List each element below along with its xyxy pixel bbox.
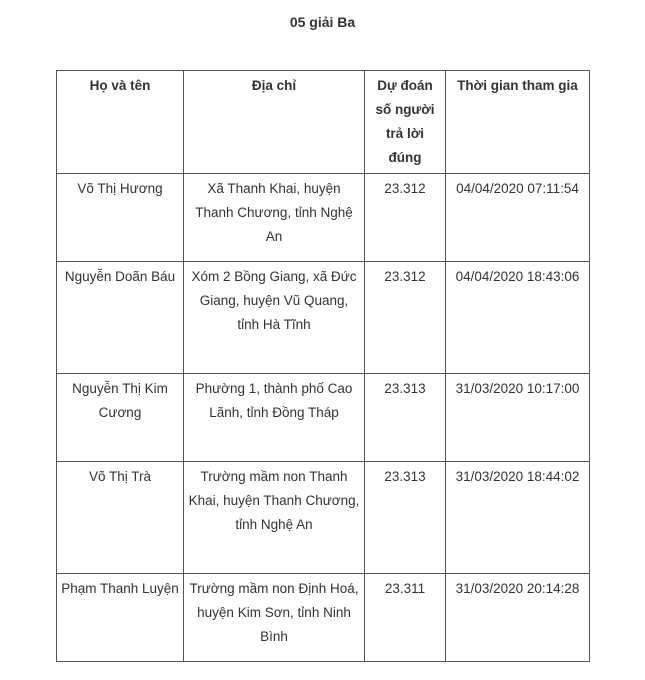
table-row	[57, 462, 590, 574]
cell-name: Nguyễn Doãn Báu	[57, 262, 184, 374]
cell-name: Nguyễn Thị Kim Cương	[57, 374, 184, 462]
cell-address: Phường 1, thành phố Cao Lãnh, tỉnh Đồng Tháp	[184, 374, 365, 462]
cell-address: Xã Thanh Khai, huyện Thanh Chương, tỉnh Nghệ An	[184, 174, 365, 262]
cell-name: Võ Thị Trà	[57, 462, 184, 574]
cell-name: Phạm Thanh Luyện	[57, 574, 184, 662]
cell-prediction: 23.313	[365, 462, 446, 574]
cell-prediction: 23.311	[365, 574, 446, 662]
cell-time: 31/03/2020 18:44:02	[446, 462, 590, 574]
header-time: Thời gian tham gia	[446, 71, 590, 174]
cell-prediction: 23.312	[365, 262, 446, 374]
cell-prediction: 23.312	[365, 174, 446, 262]
table-row	[57, 574, 590, 662]
cell-time: 31/03/2020 20:14:28	[446, 574, 590, 662]
cell-time: 04/04/2020 07:11:54	[446, 174, 590, 262]
table-row	[57, 374, 590, 462]
page-title: 05 giải Ba	[289, 14, 356, 30]
cell-address: Trường mầm non Định Hoá, huyện Kim Sơn, tỉnh Ninh Bình	[184, 574, 365, 662]
header-address: Địa chỉ	[184, 71, 365, 174]
cell-address: Xóm 2 Bồng Giang, xã Đức Giang, huyện Vũ Quang, tỉnh Hà Tĩnh	[184, 262, 365, 374]
header-name: Họ và tên	[57, 71, 184, 174]
table-header-row	[57, 71, 590, 174]
cell-prediction: 23.313	[365, 374, 446, 462]
cell-name: Võ Thị Hương	[57, 174, 184, 262]
table-row	[57, 262, 590, 374]
cell-time: 04/04/2020 18:43:06	[446, 262, 590, 374]
table-row	[57, 174, 590, 262]
winners-table	[56, 70, 590, 662]
cell-address: Trường mầm non Thanh Khai, huyện Thanh Chương, tỉnh Nghệ An	[184, 462, 365, 574]
cell-time: 31/03/2020 10:17:00	[446, 374, 590, 462]
header-prediction: Dự đoán số người trả lời đúng	[365, 71, 446, 174]
